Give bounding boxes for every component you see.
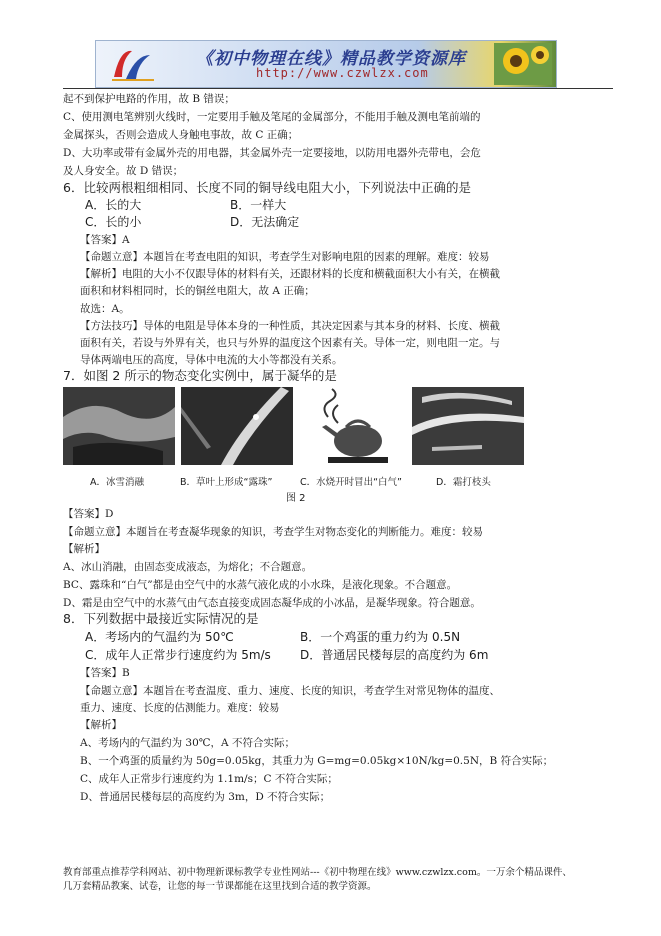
q8-option-c: C．成年人正常步行速度约为 5m/s (85, 648, 271, 662)
q6-tip: 【方法技巧】导体的电阻是导体本身的一种性质，其决定因素与其本身的材料、长度、横截 (80, 320, 500, 332)
q6-tip: 导体两端电压的高度，导体中电流的大小等都没有关系。 (80, 354, 343, 366)
question-6-stem: 6．比较两根粗细相同、长度不同的铜导线电阻大小，下列说法中正确的是 (63, 180, 471, 195)
footer-line: 教育部重点推荐学科网站、初中物理新课标教学专业性网站---《初中物理在线》www.czwlzx.com。一万余个精品课件、 (63, 867, 572, 878)
q6-intent: 【命题立意】本题旨在考查电阻的知识，考查学生对影响电阻的因素的理解。难度：较易 (80, 251, 490, 263)
q6-option-b: B．一样大 (230, 198, 287, 212)
photo-ice-melting (63, 387, 175, 465)
q8-intent: 【命题立意】本题旨在考查温度、重力、速度、长度的知识，考查学生对常见物体的温度、 (80, 685, 500, 697)
q8-intent: 重力、速度、长度的估测能力。难度：较易 (80, 702, 280, 714)
text-line: 金属探头，否则会造成人身触电事故，故 C 正确； (63, 129, 299, 141)
q8-analysis: B、一个鸡蛋的质量约为 50g=0.05kg，其重力为 G=mg=0.05kg×10N/kg=0.5N，B 符合实际； (80, 755, 554, 767)
header-rule (63, 88, 613, 89)
q6-analysis: 【解析】电阻的大小不仅跟导体的材料有关，还跟材料的长度和横截面积大小有关，在横截 (80, 268, 500, 280)
q8-option-d: D．普通居民楼每层的高度约为 6m (300, 648, 489, 662)
q8-analysis: C、成年人正常步行速度约为 1.1m/s；C 不符合实际； (80, 773, 338, 785)
site-url[interactable]: http://www.czwlzx.com (256, 66, 429, 80)
caption-b: B．草叶上形成“露珠” (180, 477, 273, 488)
footer-line: 几万套精品教案、试卷，让您的每一节课都能在这里找到合适的教学资源。 (63, 881, 377, 892)
q7-analysis: BC、露珠和“白气”都是由空气中的水蒸气液化成的小水珠，是液化现象。不合题意。 (63, 579, 458, 591)
q8-analysis: D、普通居民楼每层的高度约为 3m，D 不符合实际； (80, 791, 331, 803)
q8-option-a: A．考场内的气温约为 50℃ (85, 630, 234, 644)
caption-d: D．霜打枝头 (436, 477, 491, 488)
question-7-stem: 7．如图 2 所示的物态变化实例中，属于凝华的是 (63, 368, 337, 383)
q7-intent: 【命题立意】本题旨在考查凝华现象的知识，考查学生对物态变化的判断能力。难度：较易 (63, 526, 483, 538)
text-line: C、使用测电笔辨别火线时，一定要用手触及笔尾的金属部分，不能用手触及测电笔前端的 (63, 111, 481, 123)
q6-option-c: C．长的小 (85, 215, 142, 229)
q6-option-a: A．长的大 (85, 198, 142, 212)
caption-a: A．冰雪消融 (90, 477, 144, 488)
sunflower-icon (494, 43, 552, 85)
photo-dew-on-grass (181, 387, 293, 465)
q6-tip: 面积有关，若设与外界有关，也只与外界的温度这个因素有关。导体一定，则电阻一定。与 (80, 337, 500, 349)
q6-option-d: D．无法确定 (230, 215, 300, 229)
q8-answer: 【答案】B (80, 667, 130, 679)
q8-option-b: B．一个鸡蛋的重力约为 0.5N (300, 630, 461, 644)
q7-analysis: D、霜是由空气中的水蒸气由气态直接变成固态凝华成的小冰晶，是凝华现象。符合题意。 (63, 597, 481, 609)
caption-c: C．水烧开时冒出“白气” (300, 477, 402, 488)
photo-frost-on-branch (412, 387, 524, 465)
site-logo-icon (110, 45, 156, 83)
text-line: D、大功率或带有金属外壳的用电器，其金属外壳一定要接地，以防用电器外壳带电，会危 (63, 147, 481, 159)
figure-label: 图 2 (286, 493, 306, 504)
q7-analysis: A、冰山消融，由固态变成液态，为熔化；不合题意。 (63, 561, 313, 573)
q7-analysis-label: 【解析】 (63, 543, 105, 555)
question-8-stem: 8．下列数据中最接近实际情况的是 (63, 611, 259, 626)
q7-answer: 【答案】D (63, 508, 114, 520)
q6-choice: 故选：A。 (80, 303, 130, 315)
site-title: 《初中物理在线》精品教学资源库 (196, 49, 466, 69)
photo-boiling-kettle (298, 387, 408, 465)
q6-analysis: 面积和材料相同时，长的铜丝电阻大，故 A 正确； (80, 285, 315, 297)
q6-answer: 【答案】A (80, 234, 130, 246)
q8-analysis-label: 【解析】 (80, 719, 122, 731)
q8-analysis: A、考场内的气温约为 30℃，A 不符合实际； (80, 737, 295, 749)
text-line: 及人身安全。故 D 错误； (63, 165, 184, 177)
header-banner (95, 40, 557, 88)
text-line: 起不到保护电路的作用，故 B 错误； (63, 93, 235, 105)
